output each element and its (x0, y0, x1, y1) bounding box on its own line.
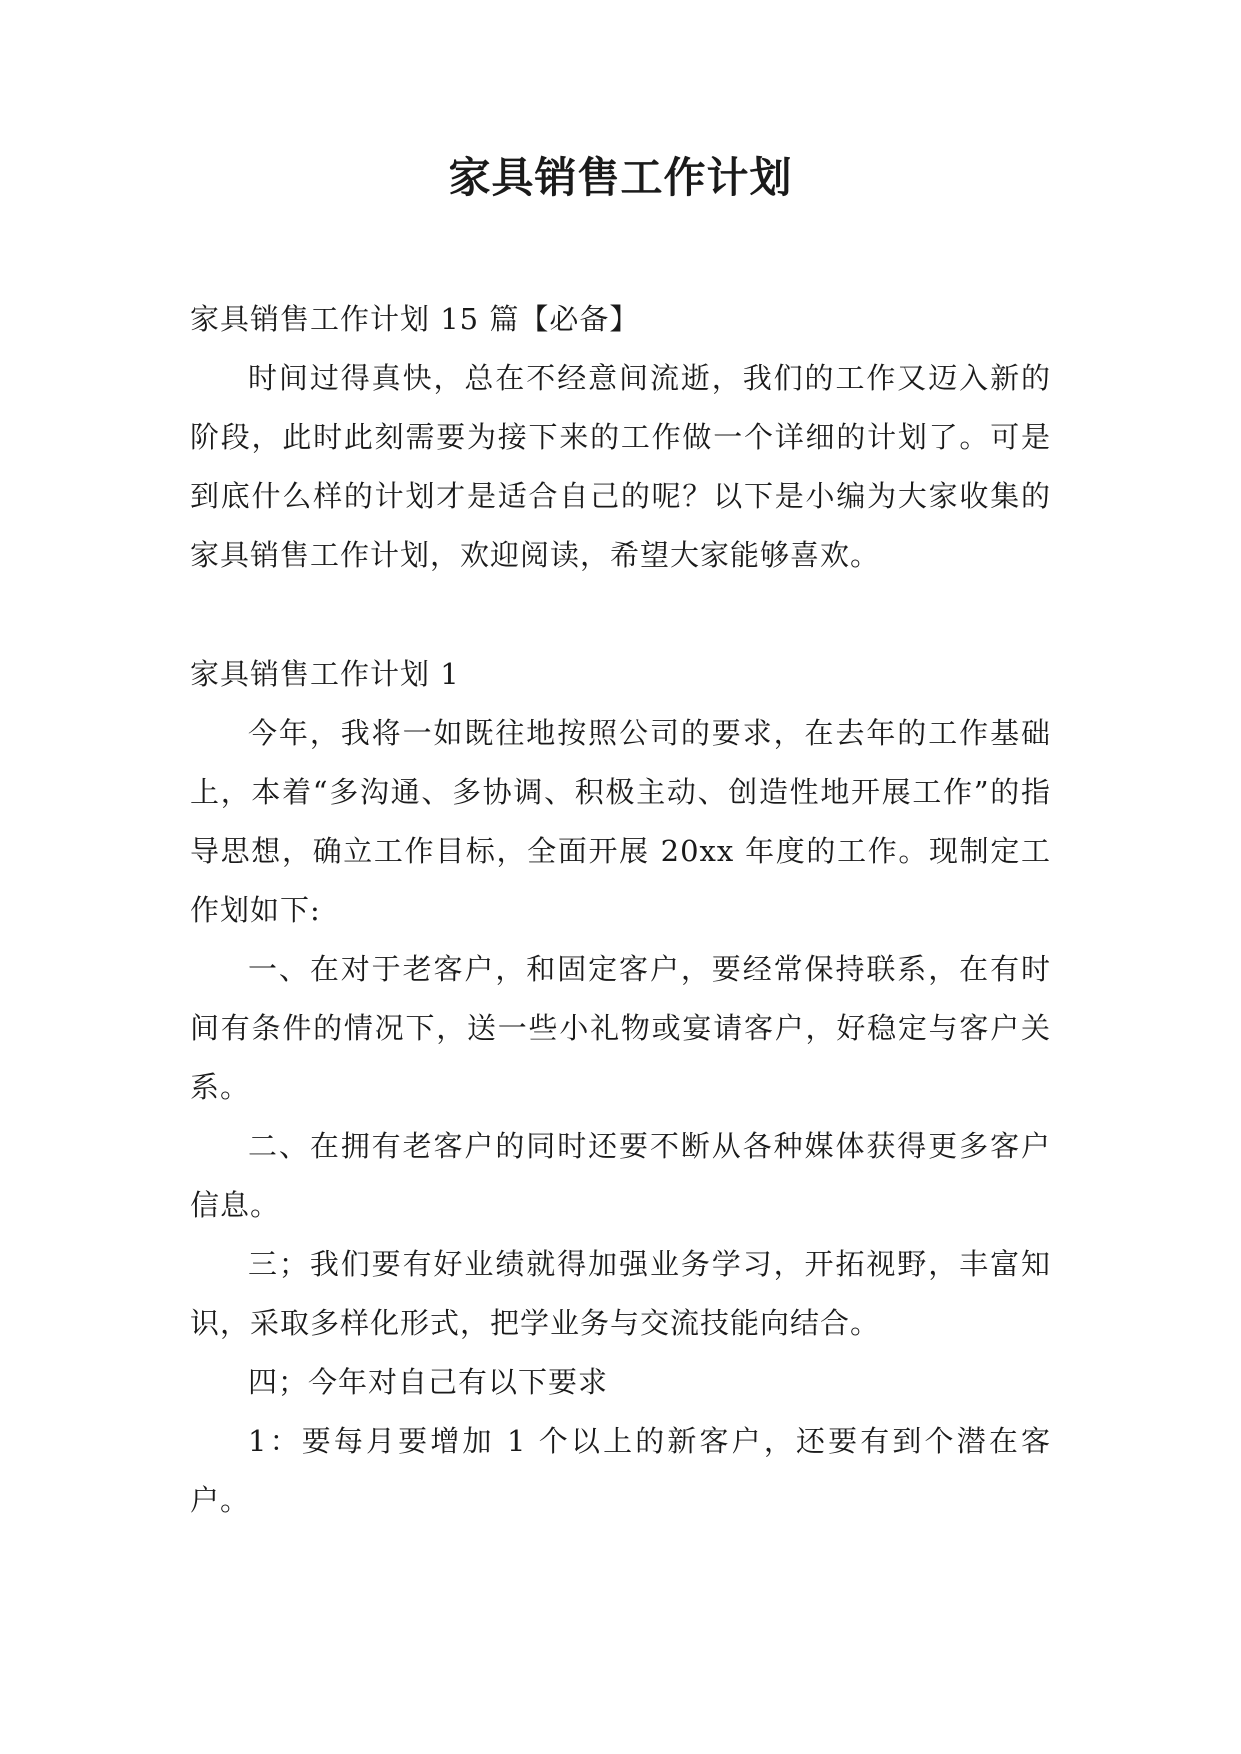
section-spacer (190, 585, 1051, 645)
document-body (190, 290, 1051, 1530)
document-subtitle: 家具销售工作计划 15 篇【必备】 (190, 302, 640, 336)
body-paragraph: 二、在拥有老客户的同时还要不断从各种媒体获得更多客户信息。 (190, 1129, 1051, 1222)
body-paragraph: 今年，我将一如既往地按照公司的要求，在去年的工作基础上，本着“多沟通、多协调、积极主动、创造性地开展工作”的指导思想，确立工作目标，全面开展 20xx 年度的工作。现制定工作划如下: (190, 716, 1051, 927)
section-heading: 家具销售工作计划 1 (190, 657, 460, 691)
body-paragraph: 四；今年对自己有以下要求 (248, 1365, 609, 1399)
body-paragraph: 1：要每月要增加 1 个以上的新客户，还要有到个潜在客户。 (190, 1424, 1051, 1517)
document-title: 家具销售工作计划 (448, 153, 793, 202)
body-paragraph: 三；我们要有好业绩就得加强业务学习，开拓视野，丰富知识，采取多样化形式，把学业务与交流技能向结合。 (190, 1247, 1051, 1340)
body-paragraph: 一、在对于老客户，和固定客户，要经常保持联系，在有时间有条件的情况下，送一些小礼物或宴请客户，好稳定与客户关系。 (190, 952, 1051, 1104)
intro-paragraph: 时间过得真快，总在不经意间流逝，我们的工作又迈入新的阶段，此时此刻需要为接下来的工作做一个详细的计划了。可是到底什么样的计划才是适合自己的呢？以下是小编为大家收集的家具销售工作计划，欢迎阅读，希望大家能够喜欢。 (190, 361, 1051, 572)
